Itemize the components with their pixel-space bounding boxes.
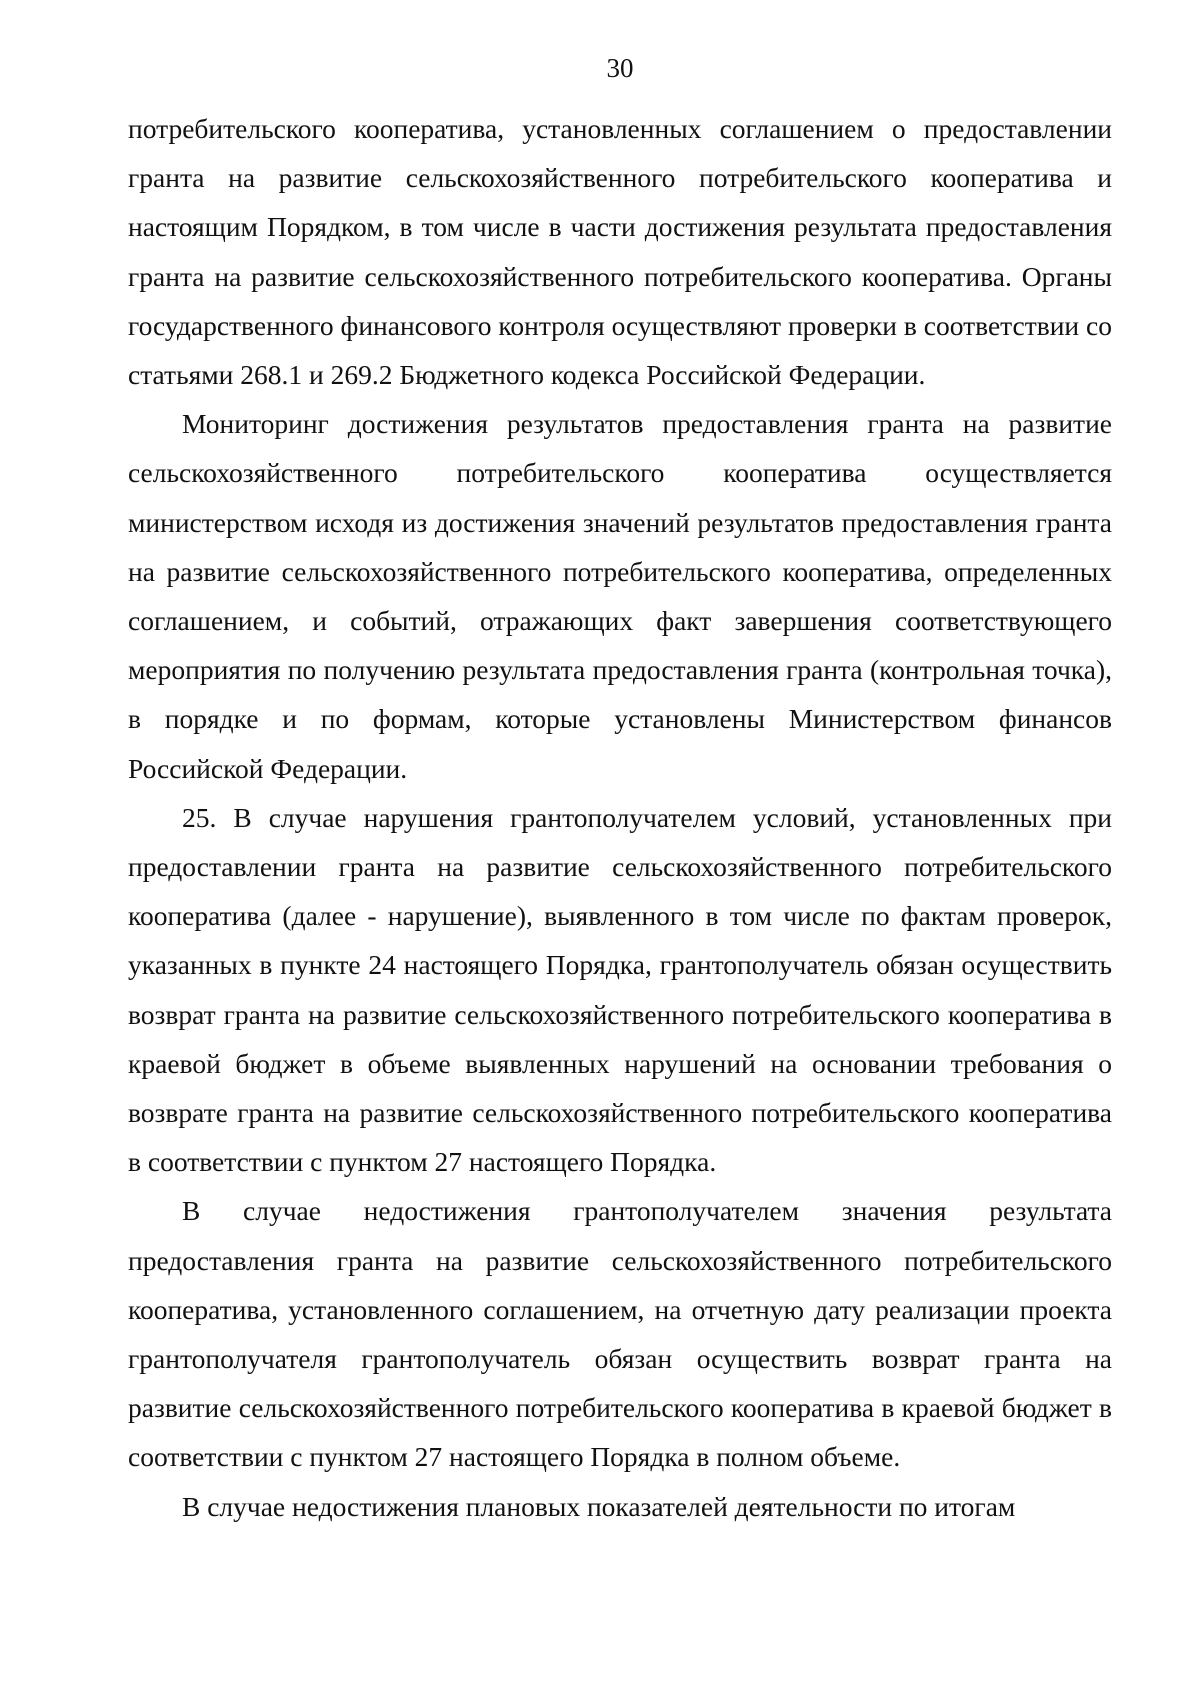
paragraph-planned-indicators: В случае недостижения плановых показателей деятельности по итогам (182, 1490, 1016, 1522)
page-number: 30 (606, 53, 634, 83)
paragraph-monitoring: Мониторинг достижения результатов предоставления гранта на развитие сельскохозяйственного потребительского кооператива осуществляется министерством исходя из достижения значений результатов предоставления гранта на развитие сельскохозяйственного потребительского кооператива, определенных соглашением, и событий, отражающих факт завершения соответствующего мероприятия по получению результата предоставления гранта (контрольная точка), в порядке и по формам, которые установлены Министерством финансов Российской Федерации. (128, 408, 1112, 784)
paragraph-non-achievement: В случае недостижения грантополучателем значения результата предоставления гранта на развитие сельскохозяйственного потребительского кооператива, установленного соглашением, на отчетную дату реализации проекта грантополучателя грантополучатель обязан осуществить возврат гранта на развитие сельскохозяйственного потребительского кооператива в краевой бюджет в соответствии с пунктом 27 настоящего Порядка в полном объеме. (128, 1195, 1112, 1473)
paragraph-continuation: потребительского кооператива, установленных соглашением о предоставлении гранта на развитие сельскохозяйственного потребительского кооператива и настоящим Порядком, в том числе в части достижения результата предоставления гранта на развитие сельскохозяйственного потребительского кооператива. Органы государственного финансового контроля осуществляют проверки в соответствии со статьями 268.1 и 269.2 Бюджетного кодекса Российской Федерации. (128, 113, 1112, 391)
paragraph-item-25: 25. В случае нарушения грантополучателем условий, установленных при предоставлении гранта на развитие сельскохозяйственного потребительского кооператива (далее - нарушение), выявленного в том числе по фактам проверок, указанных в пункте 24 настоящего Порядка, грантополучатель обязан осуществить возврат гранта на развитие сельскохозяйственного потребительского кооператива в краевой бюджет в объеме выявленных нарушений на основании требования о возврате гранта на развитие сельскохозяйственного потребительского кооператива в соответствии с пунктом 27 настоящего Порядка. (128, 801, 1112, 1178)
document-body (128, 104, 1112, 1531)
